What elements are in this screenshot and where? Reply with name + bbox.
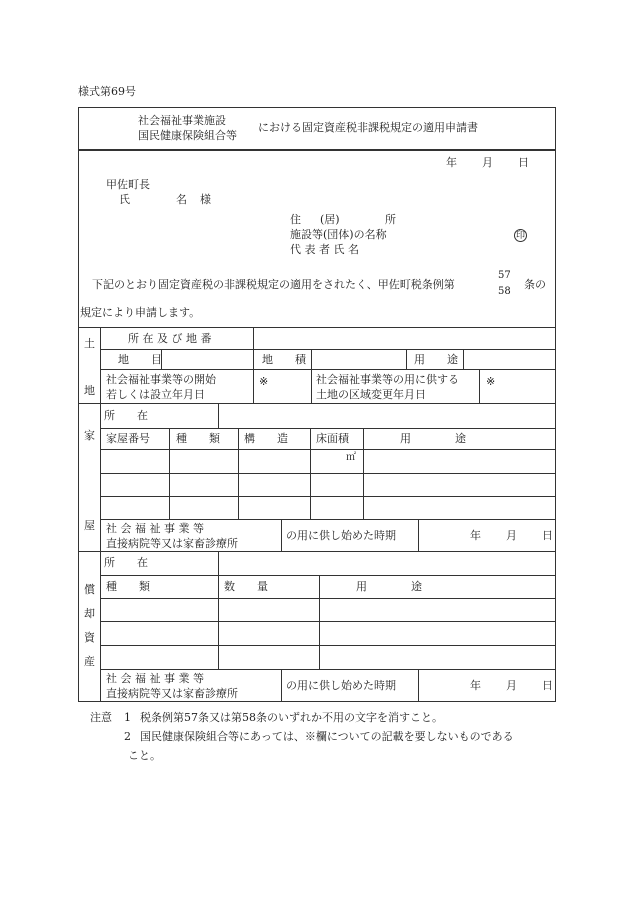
house-usage-year: 年 (470, 529, 481, 542)
divider (253, 369, 254, 403)
dep-side-label-1: 償 (84, 583, 95, 596)
divider-house-top (78, 403, 556, 404)
page-title: における固定資産税非課税規定の適用申請書 (258, 121, 478, 134)
land-start-label-1: 社会福祉事業等の開始 (106, 373, 216, 386)
dep-col-type: 種 類 (106, 580, 150, 593)
land-location-label: 所 在 及 び 地 番 (128, 332, 212, 345)
divider (281, 519, 282, 551)
divider (100, 369, 556, 370)
seal-mark: 印 (515, 231, 525, 241)
land-area-label: 地 積 (262, 353, 306, 366)
dep-usage-label-1: 社 会 福 祉 事 業 等 (106, 672, 204, 685)
land-side-label-top: 土 (84, 337, 95, 350)
divider (100, 669, 556, 670)
divider (479, 369, 480, 403)
dep-usage-label-2: 直接病院等又は家畜診療所 (106, 687, 238, 700)
title-subject-1: 社会福祉事業施設 (138, 114, 226, 127)
address-label-2: (居) (320, 213, 340, 226)
divider (253, 349, 254, 369)
divider (418, 519, 419, 551)
divider (100, 349, 556, 350)
land-start-mark: ※ (259, 375, 269, 388)
house-usage-day: 日 (542, 529, 553, 542)
house-usage-month: 月 (506, 529, 517, 542)
divider (281, 669, 282, 702)
dep-side-label-3: 資 (84, 631, 95, 644)
dep-side-label-2: 却 (84, 607, 95, 620)
note-1-number: 1 (124, 711, 131, 724)
house-col-type: 種 類 (176, 432, 220, 445)
house-usage-label-1: 社 会 福 祉 事 業 等 (106, 522, 204, 535)
house-col-floor-area: 床面積 (316, 432, 349, 445)
notes-heading: 注意 (90, 711, 112, 724)
house-col-number: 家屋番号 (106, 432, 150, 445)
area-unit: ㎡ (346, 452, 356, 463)
form-number: 様式第69号 (78, 85, 136, 98)
house-col-use: 用 途 (400, 432, 466, 445)
divider (319, 575, 320, 669)
divider (100, 519, 556, 520)
land-start-label-2: 若しくは設立年月日 (106, 388, 205, 401)
divider (218, 575, 219, 669)
dep-location-label: 所 在 (104, 556, 148, 569)
divider (406, 349, 407, 369)
house-side-label-bottom: 屋 (84, 519, 95, 532)
divider (463, 349, 464, 369)
divider-depreciable-top (78, 551, 556, 552)
divider (218, 403, 219, 428)
date-month: 月 (482, 156, 493, 169)
house-usage-label-3: の用に供し始めた時期 (286, 529, 396, 542)
land-use-label: 用 途 (414, 353, 458, 366)
note-2-text-2: こと。 (128, 749, 161, 762)
house-location-label: 所 在 (104, 409, 148, 422)
request-text-1: 下記のとおり固定資産税の非課税規定の適用をされたく、甲佐町税条例第 (92, 278, 455, 291)
divider (311, 349, 312, 369)
addressee: 甲佐町長 (106, 178, 150, 191)
addressee-honorific: 様 (200, 193, 211, 206)
dep-usage-day: 日 (542, 679, 553, 692)
divider (100, 598, 556, 599)
land-category-label: 地 目 (118, 353, 162, 366)
date-day: 日 (518, 156, 529, 169)
note-1-text: 税条例第57条又は第58条のいずれか不用の文字を消すこと。 (140, 711, 443, 724)
land-change-mark: ※ (486, 375, 496, 388)
dep-col-use: 用 途 (356, 580, 422, 593)
dep-usage-label-3: の用に供し始めた時期 (286, 679, 396, 692)
divider (100, 645, 556, 646)
divider (100, 621, 556, 622)
article-58: 58 (498, 286, 511, 297)
house-col-structure: 構 造 (244, 432, 288, 445)
addressee-name-label-1: 氏 (119, 193, 130, 206)
divider (253, 327, 254, 349)
divider (218, 551, 219, 575)
address-label-1: 住 (290, 213, 301, 226)
divider (100, 496, 556, 497)
divider (100, 575, 556, 576)
article-suffix: 条の (524, 278, 546, 291)
land-side-label-bottom: 地 (84, 384, 95, 397)
divider (418, 669, 419, 702)
house-side-label-top: 家 (84, 429, 95, 442)
addressee-name-label-2: 名 (176, 193, 187, 206)
house-usage-label-2: 直接病院等又は家畜診療所 (106, 537, 238, 550)
address-label-3: 所 (385, 213, 396, 226)
dep-col-quantity: 数 量 (224, 580, 268, 593)
date-year: 年 (446, 156, 457, 169)
note-2-text-1: 国民健康保険組合等にあっては、※欄についての記載を要しないものである (140, 730, 514, 743)
article-57: 57 (498, 270, 511, 281)
facility-name-label: 施設等(団体)の名称 (290, 228, 387, 241)
request-text-2: 規定により申請します。 (80, 306, 201, 319)
divider (100, 449, 556, 450)
divider (100, 473, 556, 474)
representative-label: 代 表 者 氏 名 (290, 243, 359, 256)
land-change-label-2: 土地の区域変更年月日 (316, 388, 426, 401)
dep-usage-month: 月 (506, 679, 517, 692)
note-2-number: 2 (124, 730, 131, 743)
divider-land-top (78, 327, 556, 328)
land-change-label-1: 社会福祉事業等の用に供する (316, 373, 459, 386)
divider (311, 369, 312, 403)
title-subject-2: 国民健康保険組合等 (138, 129, 237, 142)
dep-usage-year: 年 (470, 679, 481, 692)
dep-side-label-4: 産 (84, 655, 95, 668)
